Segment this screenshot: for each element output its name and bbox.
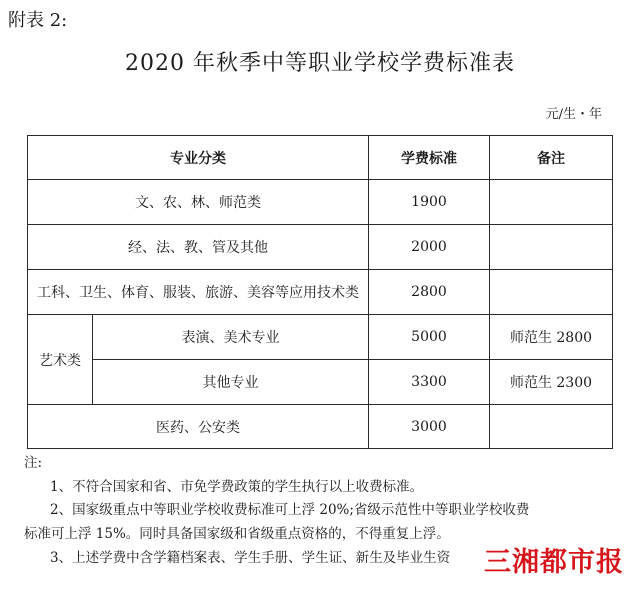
row-note xyxy=(490,405,613,449)
row-major: 经、法、教、管及其他 xyxy=(28,225,369,270)
row-major: 工科、卫生、体育、服装、旅游、美容等应用技术类 xyxy=(28,270,369,315)
table-row xyxy=(28,180,613,225)
header-fee: 学费标准 xyxy=(369,136,490,180)
row-note: 师范生 2800 xyxy=(490,315,613,360)
row-fee: 2800 xyxy=(369,270,490,315)
row-fee: 3000 xyxy=(369,405,490,449)
header-major: 专业分类 xyxy=(28,136,369,180)
note-item: 2、国家级重点中等职业学校收费标准可上浮 20%;省级示范性中等职业学校收费 xyxy=(50,502,530,519)
row-note xyxy=(490,225,613,270)
table-row xyxy=(28,225,613,270)
table-row xyxy=(28,270,613,315)
table-row xyxy=(28,315,613,360)
attachment-label: 附表 2: xyxy=(8,10,68,31)
row-major: 文、农、林、师范类 xyxy=(28,180,369,225)
row-fee: 1900 xyxy=(369,180,490,225)
row-fee: 2000 xyxy=(369,225,490,270)
row-major: 医药、公安类 xyxy=(28,405,369,449)
note-item: 3、上述学费中含学籍档案表、学生手册、学生证、新生及毕业生资 xyxy=(50,549,451,566)
notes-heading: 注: xyxy=(24,455,43,471)
header-note: 备注 xyxy=(490,136,613,180)
row-major: 表演、美术专业 xyxy=(93,315,369,360)
row-fee: 5000 xyxy=(369,315,490,360)
row-note xyxy=(490,180,613,225)
table-row xyxy=(28,360,613,405)
table-header-row xyxy=(28,136,613,180)
row-fee: 3300 xyxy=(369,360,490,405)
art-group-label: 艺术类 xyxy=(28,315,93,405)
fee-table xyxy=(27,135,613,449)
note-item: 1、不符合国家和省、市免学费政策的学生执行以上收费标准。 xyxy=(50,478,424,495)
unit-label: 元/生・年 xyxy=(545,107,602,122)
row-major: 其他专业 xyxy=(93,360,369,405)
row-note: 师范生 2300 xyxy=(490,360,613,405)
row-note xyxy=(490,270,613,315)
newspaper-watermark: 三湘都市报 xyxy=(482,540,626,579)
note-item: 标准可上浮 15%。同时具备国家级和省级重点资格的，不得重复上浮。 xyxy=(24,525,450,542)
table-row xyxy=(28,405,613,449)
page-title: 2020 年秋季中等职业学校学费标准表 xyxy=(125,51,515,76)
